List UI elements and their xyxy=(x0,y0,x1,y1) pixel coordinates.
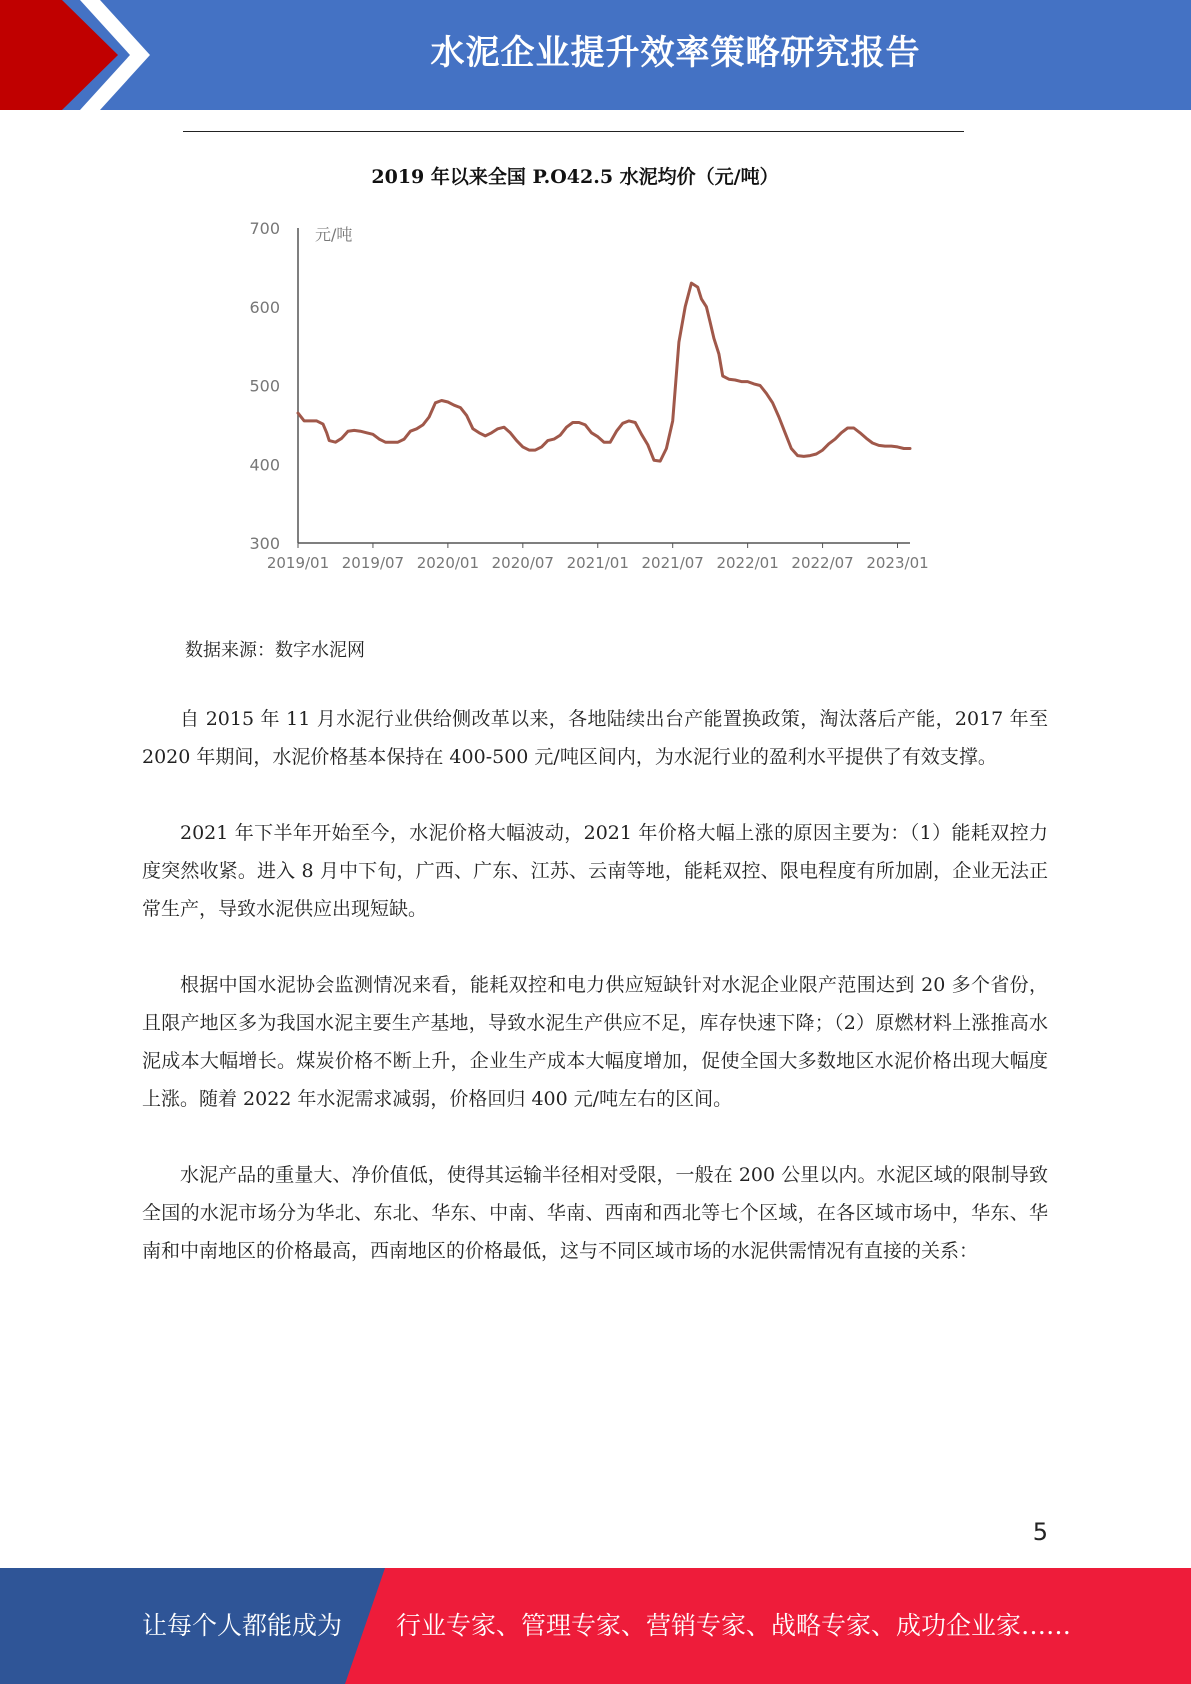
paragraph-1: 自 2015 年 11 月水泥行业供给侧改革以来，各地陆续出台产能置换政策，淘汰落后产能，2017 年至 2020 年期间，水泥价格基本保持在 400-500 元/吨区间内，为水泥行业的盈利水平提供了有效支撑。 xyxy=(142,708,1048,768)
x-tick-label: 2019/01 xyxy=(266,554,330,572)
body-text xyxy=(142,700,1048,1308)
paragraph-4: 水泥产品的重量大、净价值低，使得其运输半径相对受限，一般在 200 公里以内。水泥区域的限制导致全国的水泥市场分为华北、东北、华东、中南、华南、西南和西北等七个区域，在各区域市场中，华东、华南和中南地区的价格最高，西南地区的价格最低，这与不同区域市场的水泥供需情况有直接的关系： xyxy=(142,1164,1048,1262)
y-tick-label: 400 xyxy=(249,455,280,475)
y-tick-label: 700 xyxy=(249,219,280,238)
x-tick-label: 2020/01 xyxy=(416,554,480,572)
y-tick-label: 500 xyxy=(249,376,280,396)
price-series-line xyxy=(298,283,910,461)
y-tick-label: 300 xyxy=(249,534,280,553)
y-axis-unit-label: 元/吨 xyxy=(315,225,353,244)
page-footer xyxy=(0,1568,1191,1684)
page-header xyxy=(0,0,1191,110)
chart-title: 2019 年以来全国 P.O42.5 水泥均价（元/吨） xyxy=(371,166,779,188)
x-tick-label: 2019/07 xyxy=(341,554,405,572)
x-tick-label: 2021/07 xyxy=(641,554,704,572)
x-tick-label: 2022/01 xyxy=(716,554,779,572)
paragraph-2: 2021 年下半年开始至今，水泥价格大幅波动，2021 年价格大幅上涨的原因主要为：（1）能耗双控力度突然收紧。进入 8 月中下旬，广西、广东、江苏、云南等地，能耗双控、限电程度有所加剧，企业无法正常生产，导致水泥供应出现短缺。 xyxy=(142,822,1048,920)
footer-slogan-left: 让每个人都能成为 xyxy=(142,1611,343,1640)
header-arrow-decoration xyxy=(0,0,160,110)
report-title: 水泥企业提升效率策略研究报告 xyxy=(430,33,921,73)
footer-slogan-right: 行业专家、管理专家、营销专家、战略专家、成功企业家…… xyxy=(396,1611,1072,1640)
x-tick-label: 2023/01 xyxy=(866,554,929,572)
paragraph-3: 根据中国水泥协会监测情况来看，能耗双控和电力供应短缺针对水泥企业限产范围达到 20 多个省份，且限产地区多为我国水泥主要生产基地，导致水泥生产供应不足，库存快速下降；（2）原燃材料上涨推高水泥成本大幅增长。煤炭价格不断上升，企业生产成本大幅度增加，促使全国大多数地区水泥价格出现大幅度上涨。随着 2022 年水泥需求减弱，价格回归 400 元/吨左右的区间。 xyxy=(142,974,1048,1110)
header-rule xyxy=(183,131,964,132)
price-chart xyxy=(220,150,960,590)
y-tick-label: 600 xyxy=(249,297,280,317)
x-tick-label: 2022/07 xyxy=(791,554,854,572)
x-tick-label: 2021/01 xyxy=(566,554,629,572)
page-number: 5 xyxy=(1032,1518,1048,1546)
price-line-chart xyxy=(220,150,960,590)
x-tick-label: 2020/07 xyxy=(491,554,554,572)
data-source-note: 数据来源：数字水泥网 xyxy=(185,640,365,661)
